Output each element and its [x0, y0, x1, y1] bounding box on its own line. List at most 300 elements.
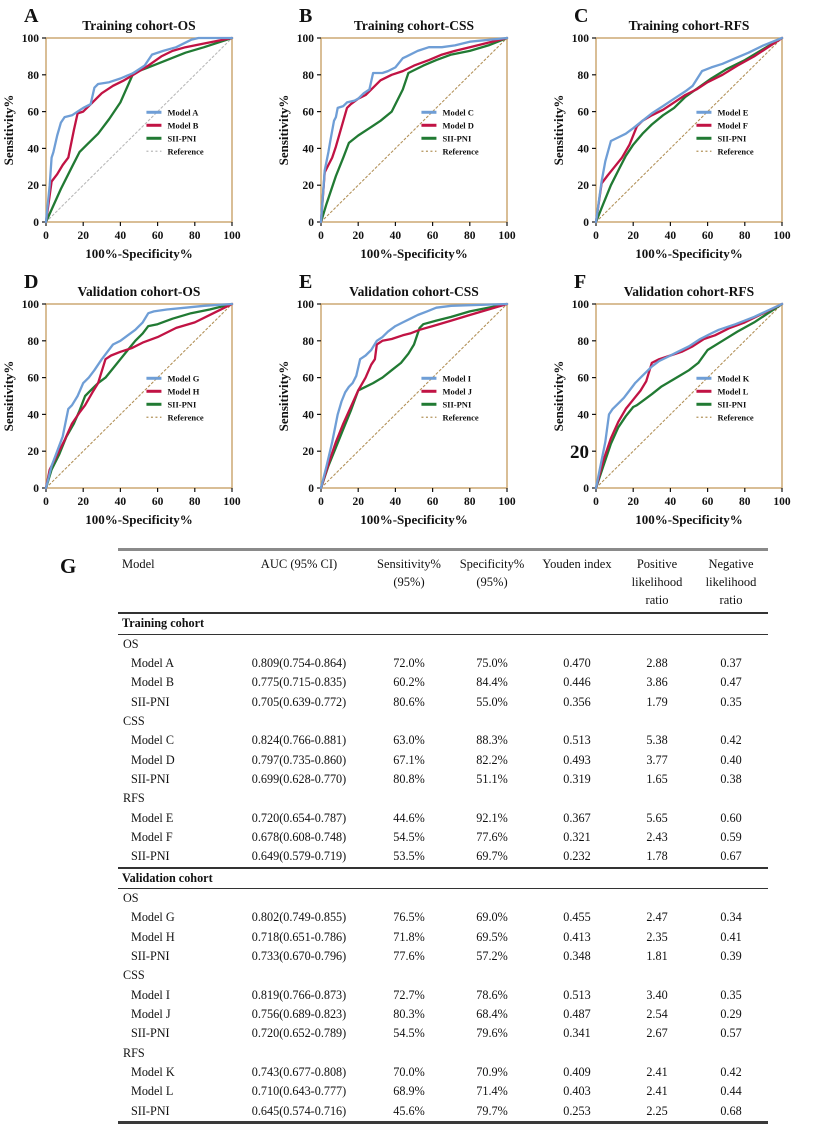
- x-axis-tick-label: 40: [664, 496, 677, 508]
- legend-label: Model E: [717, 107, 749, 118]
- y-axis-title: Sensitivity%: [1, 360, 16, 432]
- y-axis-tick-label: 100: [571, 299, 589, 311]
- section-label: RFS: [123, 1045, 145, 1060]
- table-row: [118, 1024, 768, 1043]
- roc-chart-c: [550, 0, 824, 266]
- y-axis-tick-label: 20: [27, 180, 39, 193]
- x-axis-tick-label: 0: [43, 496, 49, 508]
- roc-panel-b: [275, 0, 550, 266]
- panel-letter-g: G: [60, 554, 77, 578]
- cell-auc: 0.743(0.677-0.808): [251, 1064, 347, 1079]
- cell-youden: 0.319: [563, 772, 591, 786]
- legend-label: Model F: [717, 120, 748, 131]
- cell-plr: 3.77: [646, 752, 668, 767]
- cell-auc: 0.819(0.766-0.873): [251, 987, 347, 1002]
- cell-plr: 2.25: [646, 1103, 668, 1118]
- results-table: [118, 548, 768, 1124]
- cell-auc: 0.699(0.628-0.770): [251, 772, 347, 786]
- cell-youden: 0.253: [563, 1103, 591, 1118]
- section-label: OS: [123, 636, 139, 651]
- x-axis-tick-label: 40: [664, 230, 677, 242]
- y-axis-tick-label: 20: [570, 442, 589, 464]
- y-axis-tick-label: 40: [27, 143, 39, 156]
- cell-model: Model I: [131, 987, 170, 1002]
- legend-label: SII-PNI: [167, 399, 197, 410]
- cell-model: Model D: [131, 752, 175, 767]
- y-axis-tick-label: 80: [27, 335, 39, 348]
- cell-plr: 2.41: [646, 1064, 668, 1079]
- cell-youden: 0.413: [563, 929, 591, 944]
- legend-label: Model D: [442, 120, 474, 131]
- chart-title: Training cohort-CSS: [353, 18, 475, 33]
- legend-label: Model J: [442, 386, 472, 397]
- y-axis-tick-label: 100: [296, 299, 314, 311]
- cell-spec: 69.0%: [476, 910, 508, 925]
- table-row: [118, 828, 768, 847]
- y-axis-tick-label: 40: [577, 143, 589, 156]
- y-axis-tick-label: 100: [296, 33, 314, 45]
- roc-panel-c: [550, 0, 824, 266]
- x-axis-tick-label: 0: [593, 496, 599, 508]
- column-header: Positive likelihood ratio: [631, 557, 683, 608]
- x-axis-tick-label: 20: [77, 496, 89, 508]
- x-axis-tick-label: 80: [739, 230, 751, 242]
- cell-youden: 0.513: [563, 987, 591, 1002]
- cell-spec: 51.1%: [476, 772, 508, 786]
- column-header: Youden index: [542, 557, 612, 571]
- y-axis-tick-label: 60: [27, 372, 39, 385]
- legend-label: Model K: [717, 373, 750, 384]
- legend-label: Model I: [442, 373, 472, 384]
- cell-spec: 57.2%: [476, 948, 508, 963]
- y-axis-tick-label: 80: [302, 335, 314, 348]
- cohort-row: [118, 868, 768, 889]
- cell-nlr: 0.42: [720, 733, 742, 748]
- cell-model: SII-PNI: [131, 772, 170, 786]
- cell-spec: 70.9%: [476, 1064, 508, 1079]
- cell-nlr: 0.40: [720, 752, 742, 767]
- cell-nlr: 0.44: [720, 1084, 742, 1099]
- cell-auc: 0.720(0.652-0.789): [251, 1026, 347, 1041]
- legend-label: Reference: [167, 146, 204, 157]
- column-header: Negative likelihood ratio: [705, 557, 757, 608]
- legend-label: SII-PNI: [442, 399, 472, 410]
- cell-plr: 5.38: [646, 733, 668, 748]
- cell-sens: 67.1%: [393, 752, 425, 767]
- cell-auc: 0.710(0.643-0.777): [251, 1084, 347, 1099]
- y-axis-tick-label: 20: [302, 180, 314, 193]
- cell-sens: 68.9%: [393, 1084, 425, 1099]
- table-row: [118, 928, 768, 947]
- panel-letter: A: [24, 5, 39, 27]
- legend-label: Model G: [167, 373, 200, 384]
- cell-nlr: 0.59: [720, 829, 742, 844]
- cell-auc: 0.718(0.651-0.786): [251, 929, 347, 944]
- y-axis-tick-label: 100: [21, 299, 39, 311]
- y-axis-tick-label: 0: [33, 217, 39, 229]
- table-row: [118, 673, 768, 692]
- cell-spec: 75.0%: [476, 656, 508, 671]
- cell-spec: 77.6%: [476, 829, 508, 844]
- table-row: [118, 809, 768, 828]
- x-axis-tick-label: 20: [627, 496, 639, 508]
- section-label: CSS: [123, 714, 145, 729]
- cell-sens: 53.5%: [393, 849, 425, 864]
- cell-model: SII-PNI: [131, 849, 170, 864]
- cell-nlr: 0.67: [720, 849, 742, 864]
- cell-spec: 84.4%: [476, 675, 508, 690]
- roc-chart-b: [275, 0, 549, 266]
- cell-sens: 76.5%: [393, 910, 425, 925]
- cell-model: Model J: [131, 1006, 171, 1021]
- x-axis-title: 100%-Specificity%: [635, 246, 743, 261]
- roc-chart-a: [0, 0, 274, 266]
- column-header: Sensitivity% (95%): [377, 557, 441, 590]
- x-axis-title: 100%-Specificity%: [360, 246, 468, 261]
- table-row: [118, 770, 768, 789]
- cell-auc: 0.756(0.689-0.823): [251, 1006, 347, 1021]
- roc-panels-grid: [0, 0, 824, 532]
- section-row: [118, 1044, 768, 1063]
- chart-title: Validation cohort-CSS: [349, 284, 479, 299]
- legend-label: Reference: [442, 146, 479, 157]
- cell-auc: 0.797(0.735-0.860): [251, 752, 347, 767]
- cell-youden: 0.348: [563, 948, 591, 963]
- cell-youden: 0.367: [563, 810, 591, 825]
- roc-panel-d: [0, 266, 275, 532]
- cell-auc: 0.824(0.766-0.881): [251, 733, 347, 748]
- cell-youden: 0.321: [563, 829, 591, 844]
- cell-model: SII-PNI: [131, 1026, 170, 1041]
- roc-chart-e: [275, 266, 549, 532]
- x-axis-tick-label: 0: [43, 230, 49, 242]
- cell-sens: 45.6%: [393, 1103, 425, 1118]
- cell-auc: 0.705(0.639-0.772): [251, 694, 347, 709]
- cell-plr: 1.78: [646, 849, 668, 864]
- cell-plr: 2.35: [646, 929, 668, 944]
- x-axis-tick-label: 100: [773, 496, 791, 508]
- chart-title: Training cohort-OS: [82, 18, 196, 33]
- cell-spec: 55.0%: [476, 694, 508, 709]
- legend-label: Reference: [442, 412, 479, 423]
- x-axis-tick-label: 80: [189, 230, 201, 242]
- y-axis-tick-label: 20: [577, 180, 589, 193]
- y-axis-tick-label: 20: [302, 446, 314, 459]
- cell-youden: 0.409: [563, 1064, 591, 1079]
- x-axis-tick-label: 80: [189, 496, 201, 508]
- y-axis-title: Sensitivity%: [1, 94, 16, 166]
- x-axis-tick-label: 80: [464, 230, 476, 242]
- x-axis-title: 100%-Specificity%: [635, 512, 743, 527]
- chart-title: Validation cohort-OS: [77, 284, 201, 299]
- y-axis-tick-label: 100: [21, 33, 39, 45]
- cohort-label: Validation cohort: [122, 870, 213, 885]
- column-header: Model: [122, 557, 155, 571]
- x-axis-tick-label: 100: [223, 230, 241, 242]
- x-axis-tick-label: 100: [223, 496, 241, 508]
- cell-youden: 0.493: [563, 752, 591, 767]
- roc-curve-reference: [596, 38, 782, 222]
- cell-nlr: 0.60: [720, 810, 742, 825]
- cell-plr: 2.88: [646, 656, 668, 671]
- y-axis-tick-label: 0: [308, 483, 314, 495]
- cell-nlr: 0.34: [720, 910, 742, 925]
- cell-auc: 0.645(0.574-0.716): [251, 1103, 347, 1118]
- panel-letter: E: [299, 271, 313, 293]
- x-axis-tick-label: 80: [739, 496, 751, 508]
- cell-spec: 92.1%: [476, 810, 508, 825]
- cell-sens: 54.5%: [393, 1026, 425, 1041]
- y-axis-tick-label: 0: [583, 483, 589, 495]
- results-table-section: [60, 548, 757, 1124]
- cell-nlr: 0.41: [720, 929, 742, 944]
- y-axis-tick-label: 80: [302, 69, 314, 82]
- cell-spec: 78.6%: [476, 987, 508, 1002]
- x-axis-tick-label: 40: [389, 496, 402, 508]
- x-axis-tick-label: 60: [426, 230, 439, 242]
- section-row: [118, 634, 768, 654]
- cell-auc: 0.775(0.715-0.835): [251, 675, 347, 690]
- cell-model: Model L: [131, 1084, 174, 1099]
- y-axis-tick-label: 40: [577, 409, 589, 422]
- cell-sens: 72.0%: [393, 656, 425, 671]
- y-axis-tick-label: 60: [302, 372, 314, 385]
- cell-auc: 0.678(0.608-0.748): [251, 829, 347, 844]
- cell-nlr: 0.42: [720, 1064, 742, 1079]
- cell-sens: 80.3%: [393, 1006, 425, 1021]
- cell-model: Model C: [131, 733, 174, 748]
- cell-sens: 54.5%: [393, 829, 425, 844]
- table-row: [118, 731, 768, 750]
- table-row: [118, 751, 768, 770]
- roc-chart-f: [550, 266, 824, 532]
- legend-label: SII-PNI: [442, 133, 472, 144]
- cell-nlr: 0.35: [720, 694, 742, 709]
- legend-label: Model L: [717, 386, 749, 397]
- cohort-label: Training cohort: [122, 616, 205, 631]
- cell-model: SII-PNI: [131, 694, 170, 709]
- cell-youden: 0.341: [563, 1026, 591, 1041]
- cell-spec: 69.7%: [476, 849, 508, 864]
- column-header: AUC (95% CI): [260, 557, 338, 571]
- cell-model: Model E: [131, 810, 174, 825]
- cell-model: Model B: [131, 675, 174, 690]
- roc-panel-a: [0, 0, 275, 266]
- cell-plr: 1.65: [646, 772, 668, 786]
- cell-spec: 88.3%: [476, 733, 508, 748]
- table-row: [118, 908, 768, 927]
- section-label: CSS: [123, 968, 145, 983]
- x-axis-tick-label: 40: [114, 496, 127, 508]
- cell-nlr: 0.47: [720, 675, 742, 690]
- y-axis-tick-label: 80: [577, 69, 589, 82]
- y-axis-title: Sensitivity%: [551, 94, 566, 166]
- cell-youden: 0.446: [563, 675, 591, 690]
- cell-nlr: 0.39: [720, 948, 742, 963]
- cell-model: Model H: [131, 929, 175, 944]
- y-axis-tick-label: 0: [308, 217, 314, 229]
- cell-plr: 3.86: [646, 675, 668, 690]
- y-axis-tick-label: 0: [583, 217, 589, 229]
- y-axis-title: Sensitivity%: [276, 360, 291, 432]
- cell-plr: 1.81: [646, 948, 668, 963]
- results-table-header: [118, 550, 768, 614]
- cohort-row: [118, 613, 768, 634]
- y-axis-tick-label: 80: [577, 335, 589, 348]
- x-axis-tick-label: 60: [701, 496, 714, 508]
- panel-letter: B: [299, 5, 313, 27]
- y-axis-title: Sensitivity%: [551, 360, 566, 432]
- cell-model: Model G: [131, 910, 175, 925]
- cell-auc: 0.733(0.670-0.796): [251, 948, 347, 963]
- legend-label: SII-PNI: [717, 399, 747, 410]
- section-row: [118, 789, 768, 808]
- y-axis-tick-label: 0: [33, 483, 39, 495]
- column-header: Specificity% (95%): [459, 557, 525, 590]
- x-axis-tick-label: 60: [151, 230, 164, 242]
- cell-sens: 77.6%: [393, 948, 425, 963]
- roc-curve-reference: [46, 304, 232, 488]
- cell-youden: 0.232: [563, 849, 591, 864]
- x-axis-title: 100%-Specificity%: [85, 246, 193, 261]
- cell-spec: 79.6%: [476, 1026, 508, 1041]
- panel-letter: C: [574, 5, 589, 27]
- section-row: [118, 712, 768, 731]
- cell-nlr: 0.37: [720, 656, 742, 671]
- cell-youden: 0.470: [563, 656, 591, 671]
- x-axis-tick-label: 0: [593, 230, 599, 242]
- panel-letter: F: [574, 271, 587, 293]
- y-axis-tick-label: 40: [27, 409, 39, 422]
- section-row: [118, 966, 768, 985]
- cell-plr: 2.67: [646, 1026, 668, 1041]
- cell-plr: 5.65: [646, 810, 668, 825]
- legend-label: Model H: [167, 386, 200, 397]
- x-axis-tick-label: 100: [773, 230, 791, 242]
- results-table-body: [118, 613, 768, 1122]
- header-row: [118, 550, 768, 614]
- x-axis-title: 100%-Specificity%: [85, 512, 193, 527]
- cell-spec: 79.7%: [476, 1103, 508, 1118]
- legend-label: Model C: [442, 107, 474, 118]
- cell-model: SII-PNI: [131, 1103, 170, 1118]
- y-axis-tick-label: 60: [577, 372, 589, 385]
- x-axis-tick-label: 40: [114, 230, 127, 242]
- cell-youden: 0.403: [563, 1084, 591, 1099]
- y-axis-tick-label: 60: [27, 106, 39, 119]
- legend-label: SII-PNI: [717, 133, 747, 144]
- x-axis-tick-label: 0: [318, 496, 324, 508]
- x-axis-tick-label: 60: [701, 230, 714, 242]
- cell-plr: 2.47: [646, 910, 668, 925]
- legend-label: Reference: [717, 412, 754, 423]
- section-label: OS: [123, 890, 139, 905]
- x-axis-tick-label: 20: [77, 230, 89, 242]
- cell-model: Model A: [131, 656, 174, 671]
- y-axis-tick-label: 100: [571, 33, 589, 45]
- cell-plr: 2.43: [646, 829, 668, 844]
- legend-label: Model A: [167, 107, 199, 118]
- legend-label: SII-PNI: [167, 133, 197, 144]
- table-row: [118, 654, 768, 673]
- y-axis-title: Sensitivity%: [276, 94, 291, 166]
- x-axis-tick-label: 100: [498, 496, 516, 508]
- x-axis-tick-label: 0: [318, 230, 324, 242]
- x-axis-tick-label: 20: [627, 230, 639, 242]
- chart-title: Validation cohort-RFS: [623, 284, 755, 299]
- cell-nlr: 0.29: [720, 1006, 742, 1021]
- x-axis-tick-label: 20: [352, 496, 364, 508]
- cell-plr: 3.40: [646, 987, 668, 1002]
- cell-auc: 0.649(0.579-0.719): [251, 849, 347, 864]
- table-row: [118, 1005, 768, 1024]
- cell-sens: 80.6%: [393, 694, 425, 709]
- cell-youden: 0.513: [563, 733, 591, 748]
- table-row: [118, 986, 768, 1005]
- table-row: [118, 1063, 768, 1082]
- cell-sens: 72.7%: [393, 987, 425, 1002]
- x-axis-tick-label: 60: [426, 496, 439, 508]
- cell-plr: 2.41: [646, 1084, 668, 1099]
- cell-nlr: 0.35: [720, 987, 742, 1002]
- cell-model: SII-PNI: [131, 948, 170, 963]
- panel-letter: D: [24, 271, 39, 293]
- cell-auc: 0.720(0.654-0.787): [251, 810, 347, 825]
- table-row: [118, 847, 768, 867]
- table-row: [118, 693, 768, 712]
- cell-sens: 71.8%: [393, 929, 425, 944]
- x-axis-title: 100%-Specificity%: [360, 512, 468, 527]
- x-axis-tick-label: 20: [352, 230, 364, 242]
- cell-sens: 70.0%: [393, 1064, 425, 1079]
- chart-title: Training cohort-RFS: [628, 18, 750, 33]
- y-axis-tick-label: 60: [302, 106, 314, 119]
- section-label: RFS: [123, 791, 145, 806]
- cell-sens: 80.8%: [393, 772, 425, 786]
- table-row: [118, 947, 768, 966]
- y-axis-tick-label: 60: [577, 106, 589, 119]
- x-axis-tick-label: 80: [464, 496, 476, 508]
- cell-sens: 63.0%: [393, 733, 425, 748]
- cell-nlr: 0.68: [720, 1103, 742, 1118]
- y-axis-tick-label: 80: [27, 69, 39, 82]
- cell-youden: 0.487: [563, 1006, 591, 1021]
- cell-nlr: 0.57: [720, 1026, 742, 1041]
- x-axis-tick-label: 100: [498, 230, 516, 242]
- cell-youden: 0.455: [563, 910, 591, 925]
- cell-model: Model K: [131, 1064, 175, 1079]
- roc-panel-f: [550, 266, 824, 532]
- legend-label: Reference: [717, 146, 754, 157]
- cell-sens: 44.6%: [393, 810, 425, 825]
- cell-spec: 69.5%: [476, 929, 508, 944]
- cell-spec: 68.4%: [476, 1006, 508, 1021]
- x-axis-tick-label: 60: [151, 496, 164, 508]
- cell-nlr: 0.38: [720, 772, 742, 786]
- table-row: [118, 1102, 768, 1123]
- cell-auc: 0.802(0.749-0.855): [251, 910, 347, 925]
- roc-chart-d: [0, 266, 274, 532]
- legend-label: Reference: [167, 412, 204, 423]
- cell-model: Model F: [131, 829, 173, 844]
- y-axis-tick-label: 40: [302, 409, 314, 422]
- x-axis-tick-label: 40: [389, 230, 402, 242]
- cell-plr: 2.54: [646, 1006, 668, 1021]
- cell-auc: 0.809(0.754-0.864): [251, 656, 347, 671]
- cell-spec: 82.2%: [476, 752, 508, 767]
- legend-label: Model B: [167, 120, 199, 131]
- table-row: [118, 1082, 768, 1101]
